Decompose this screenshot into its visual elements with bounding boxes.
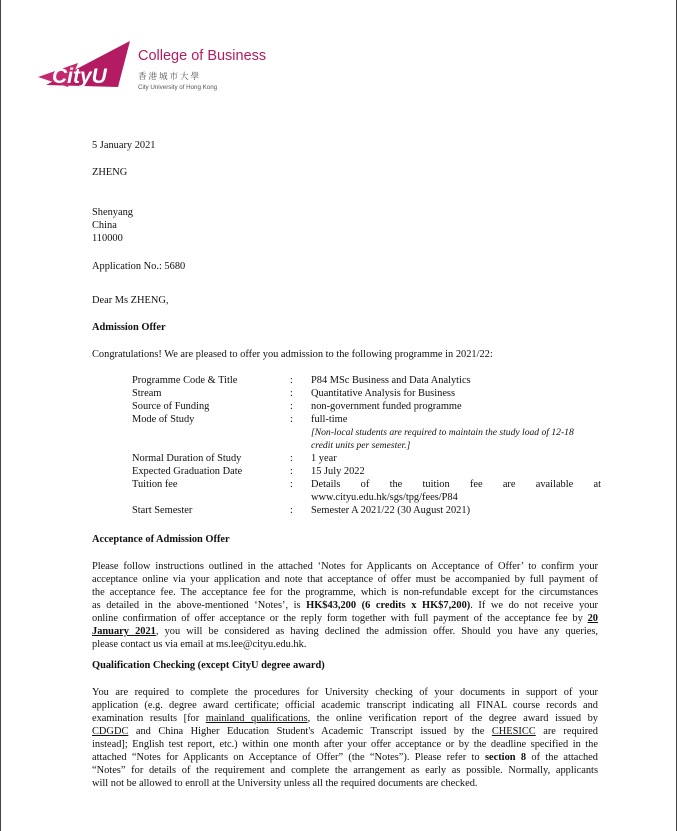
logo-english-name: City University of Hong Kong (138, 84, 218, 91)
text-segment: online confirmation of offer acceptance or the reply form together with full payment of the acceptance fee by (92, 613, 588, 624)
detail-colon: : (290, 466, 293, 477)
programme-details-table (132, 374, 600, 517)
detail-colon: : (290, 414, 293, 425)
congratulations-text: Congratulations! We are pleased to offer you admission to the following programme in 2021/22: (92, 349, 493, 360)
address-line: China (92, 220, 117, 231)
detail-note-row (132, 426, 600, 439)
text-line: instead]; English test report, etc.) within one month after your offer acceptance or by the deadline specified in the (92, 739, 598, 750)
text-segment: as detailed in the above-mentioned ‘Notes’, is (92, 600, 307, 611)
chesicc-text: CHESICC (491, 726, 536, 737)
heading-admission-offer: Admission Offer (92, 322, 166, 333)
detail-row (132, 400, 600, 413)
qualification-paragraph (92, 686, 598, 790)
detail-value: 1 year (311, 453, 337, 464)
detail-value: non-government funded programme (311, 401, 462, 412)
acceptance-fee: HK$43,200 (6 credits x HK$7,200) (306, 600, 471, 611)
text-segment: . If we do not receive your (470, 600, 598, 611)
detail-row (132, 387, 600, 400)
detail-label: Tuition fee (132, 479, 178, 490)
text-line (92, 612, 598, 625)
text-line: “Notes” for details of the requirement and complete the arrangement as early as possible. Normally, applicants (92, 765, 598, 776)
logo-brand-text: CityU (52, 65, 107, 88)
heading-acceptance: Acceptance of Admission Offer (92, 534, 230, 545)
address-line: Shenyang (92, 207, 133, 218)
detail-label: Source of Funding (132, 401, 210, 412)
detail-value: Quantitative Analysis for Business (311, 388, 456, 399)
logo-college-name: College of Business (138, 48, 267, 64)
detail-note: credit units per semester.] (311, 440, 411, 451)
detail-row (132, 465, 600, 478)
text-line: acceptance online via your application and note that acceptance of offer must be accompanied by full payment of (92, 574, 598, 585)
letter-date: 5 January 2021 (92, 140, 156, 151)
detail-note: [Non-local students are required to maintain the study load of 12-18 (311, 427, 574, 438)
detail-label: Expected Graduation Date (132, 466, 243, 477)
text-line (92, 751, 598, 764)
detail-label: Normal Duration of Study (132, 453, 242, 464)
section-reference: section 8 (484, 752, 527, 763)
detail-value: Details of the tuition fee are available at (311, 479, 601, 490)
text-line (92, 625, 598, 638)
text-line (92, 599, 598, 612)
detail-label: Stream (132, 388, 162, 399)
text-segment: , the online verification report of the degree award issued by (307, 713, 599, 724)
detail-colon: : (290, 453, 293, 464)
detail-row (132, 504, 600, 517)
detail-note-row (132, 439, 600, 452)
address-line: 110000 (92, 233, 123, 244)
text-line: the acceptance fee. The acceptance fee for the programme, which is non-refundable except for the circumstances (92, 587, 598, 598)
text-segment: of the attached (526, 752, 598, 763)
text-line: You are required to complete the procedures for University checking of your documents in support of your (92, 687, 598, 698)
detail-row-continued (132, 491, 600, 504)
detail-colon: : (290, 388, 293, 399)
heading-qualification: Qualification Checking (except CityU degree award) (92, 660, 325, 671)
text-line: will not be allowed to enroll at the University unless all the required documents are checked. (92, 778, 478, 789)
text-segment: attached “Notes for Applicants on Acceptance of Offer” (the “Notes”). Please refer to (92, 752, 485, 763)
text-line: application (e.g. degree award certificate; official academic transcript indicating all FINAL course records and (92, 700, 598, 711)
text-segment: , you will be considered as having declined the admission offer. Should you have any queries, (155, 626, 598, 637)
text-segment: examination results [for (92, 713, 206, 724)
text-line (92, 725, 598, 738)
mainland-qualifications-text: mainland qualifications (205, 713, 308, 724)
cityu-logo (38, 35, 278, 105)
detail-value: Semester A 2021/22 (30 August 2021) (311, 505, 471, 516)
detail-colon: : (290, 375, 293, 386)
detail-row (132, 413, 600, 426)
text-line (92, 712, 598, 725)
deadline-day: 20 (587, 613, 598, 624)
detail-label: Start Semester (132, 505, 193, 516)
detail-value: 15 July 2022 (311, 466, 365, 477)
cityu-logo-icon (38, 35, 133, 90)
text-segment: are required (535, 726, 598, 737)
acceptance-paragraph (92, 560, 598, 651)
detail-row (132, 478, 600, 491)
text-line: please contact us via email at ms.lee@cityu.edu.hk. (92, 639, 307, 650)
application-number: Application No.: 5680 (92, 261, 186, 272)
text-segment: and China Higher Education Student's Academic Transcript issued by the (128, 726, 492, 737)
recipient-name: ZHENG (92, 167, 128, 178)
detail-label: Mode of Study (132, 414, 195, 425)
text-line: Please follow instructions outlined in the attached ‘Notes for Applicants on Acceptance of Offer’ to confirm your (92, 561, 598, 572)
deadline-month: January 2021 (92, 626, 156, 637)
detail-value: www.cityu.edu.hk/sgs/tpg/fees/P84 (311, 492, 458, 503)
detail-value: P84 MSc Business and Data Analytics (311, 375, 471, 386)
detail-colon: : (290, 401, 293, 412)
logo-chinese-name: 香港城市大學 (138, 72, 202, 82)
detail-colon: : (290, 479, 293, 490)
salutation: Dear Ms ZHENG, (92, 295, 169, 306)
detail-value: full-time (311, 414, 348, 425)
detail-row (132, 452, 600, 465)
cdgdc-text: CDGDC (92, 726, 129, 737)
detail-row (132, 374, 600, 387)
detail-colon: : (290, 505, 293, 516)
detail-label: Programme Code & Title (132, 375, 238, 386)
